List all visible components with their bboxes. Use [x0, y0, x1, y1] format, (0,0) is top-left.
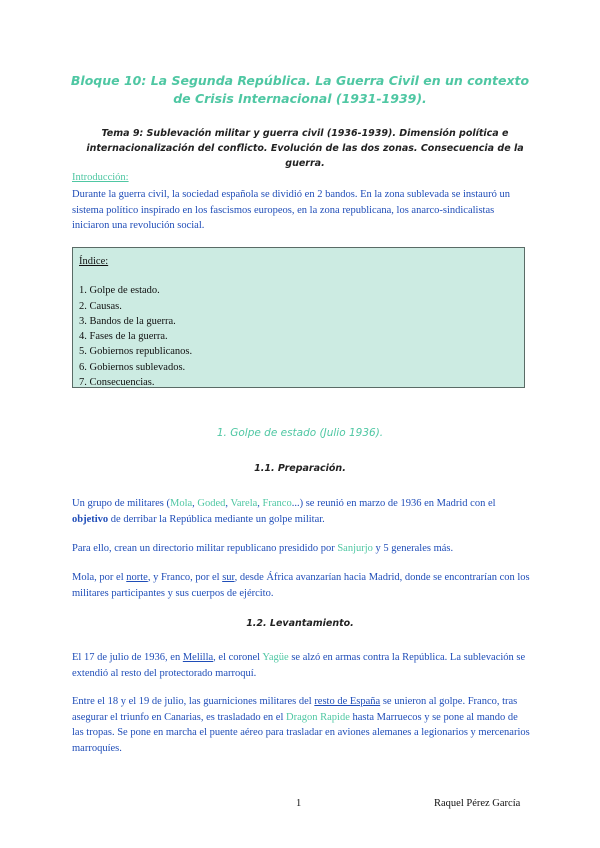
highlight-varela: Varela: [230, 498, 258, 509]
index-list: [79, 283, 518, 390]
text-run: y 5 generales más.: [372, 543, 454, 554]
highlight-dragon-rapide: Dragon Rapide: [286, 711, 350, 723]
index-item: 1. Golpe de estado.: [79, 285, 160, 297]
author-name: Raquel Pérez García: [434, 798, 521, 809]
subsection-heading-preparacion: 1.1. Preparación.: [254, 463, 346, 474]
section-heading: 1. Golpe de estado (Julio 1936).: [216, 427, 384, 439]
highlight-yague: Yagüe: [262, 652, 289, 663]
highlight-mola: Mola: [169, 498, 193, 509]
paragraph-preparacion-1: [72, 496, 532, 527]
highlight-sanjurjo: Sanjurjo: [337, 543, 373, 554]
underline-norte: norte: [126, 572, 148, 583]
text-run: Entre el 18 y el 19 de julio, las guarniciones militares del: [72, 696, 315, 707]
highlight-franco: Franco: [262, 498, 292, 509]
text-run: hasta Marruecos y se pone al mando de las tropas. Se pone en marcha el puente aéreo para trasladar en aviones alemanes a legionarios y mercenarios marroquíes.: [72, 711, 530, 754]
page-number: 1: [296, 798, 302, 809]
text-run: Un grupo de militares (: [72, 498, 170, 509]
intro-text: Durante la guerra civil, la sociedad española se dividió en 2 bandos. En la zona sublevada se instauró un sistema político inspirado en los fascismos europeos, en la zona republicana, los anarco-sindicalistas iniciaron una revolución social.: [72, 189, 510, 231]
text-run: El 17 de julio de 1936, en: [72, 652, 183, 663]
text-run: Mola, por el: [72, 572, 127, 583]
index-box: [72, 247, 525, 388]
text-run: , el coronel: [213, 652, 263, 663]
highlight-goded: Goded: [197, 498, 226, 509]
paragraph-levantamiento-2: [72, 694, 532, 756]
page-title: Bloque 10: La Segunda República. La Guerra Civil en un contexto de Crisis Internacional (1931-1939).: [70, 73, 530, 106]
topic-subtitle: Tema 9: Sublevación militar y guerra civil (1936-1939). Dimensión política e internacionalización del conflicto. Evolución de las dos zonas. Consecuencia de la guerra.: [86, 128, 524, 169]
text-run: , desde África avanzarían hacia Madrid, donde se encontrarían con los militares participantes y sus cuerpos de ejército.: [72, 572, 530, 599]
text-run: de derribar la República mediante un golpe militar.: [108, 513, 325, 525]
intro-label: Introducción:: [72, 172, 129, 183]
bold-objetivo: objetivo: [72, 513, 109, 525]
index-item: 6. Gobiernos sublevados.: [79, 361, 186, 373]
text-run: se alzó en armas contra la República. La sublevación se extendió al resto del protectorado marroquí.: [72, 652, 526, 679]
paragraph-preparacion-2: [72, 541, 532, 557]
index-item: 3. Bandos de la guerra.: [79, 315, 176, 327]
text-run: ,: [192, 498, 198, 509]
text-run: Para ello, crean un directorio militar republicano presidido por: [72, 543, 338, 554]
text-run: se unieron al golpe. Franco, tras asegurar el triunfo en Canarias, es trasladado en el: [72, 696, 518, 723]
underline-melilla: Melilla: [182, 652, 214, 663]
underline-sur: sur: [222, 572, 235, 583]
text-run: ,: [225, 498, 231, 509]
underline-resto-espana: resto de España: [314, 696, 381, 707]
text-run: ,: [257, 498, 263, 509]
paragraph-preparacion-3: [72, 570, 532, 601]
text-run: ...) se reunió en marzo de 1936 en Madrid con el: [291, 498, 496, 509]
index-title: Índice:: [79, 256, 109, 267]
paragraph-levantamiento-1: [72, 650, 532, 681]
index-item: 7. Consecuencias.: [79, 377, 155, 389]
subsection-heading-levantamiento: 1.2. Levantamiento.: [246, 618, 354, 629]
index-item: 4. Fases de la guerra.: [79, 331, 168, 343]
index-item: 2. Causas.: [79, 300, 122, 312]
index-item: 5. Gobiernos republicanos.: [79, 346, 193, 358]
text-run: , y Franco, por el: [147, 572, 223, 583]
